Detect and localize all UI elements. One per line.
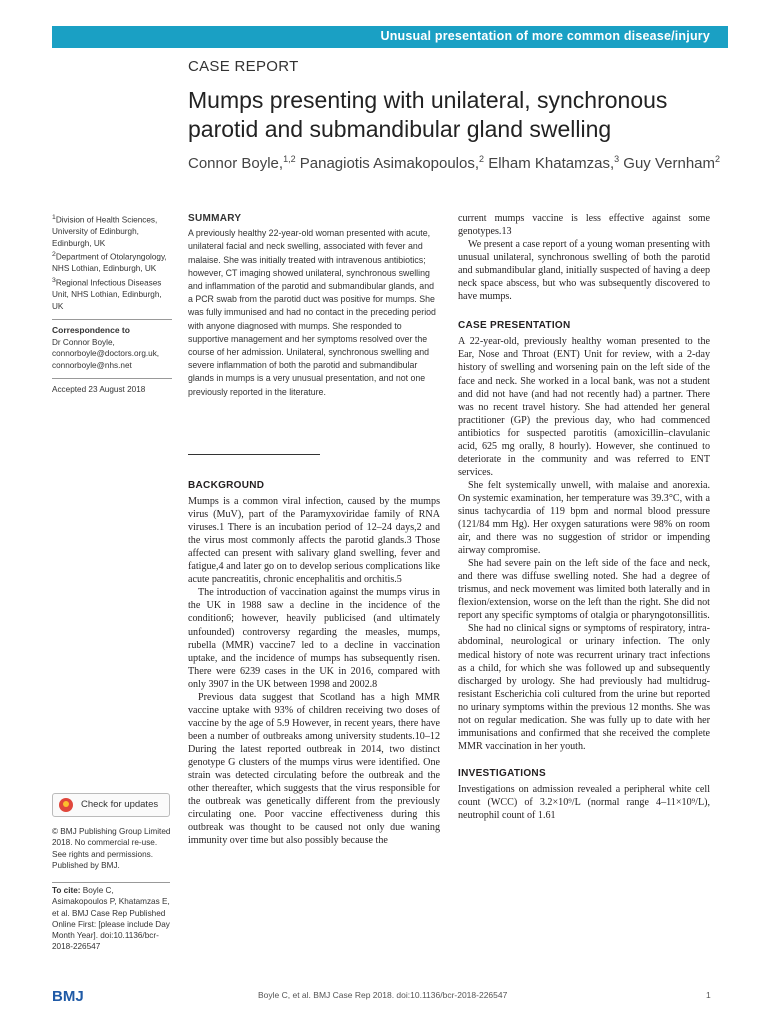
author[interactable]: Connor Boyle,$^{1,2}$: [188, 154, 296, 172]
paragraph: Mumps is a common viral infection, caused by the mumps virus (MuV), part of the Paramyxoviridae family of RNA viruses.1 There is an incubation period of 12–24 days,2 and the virus most commonly affects the parotid glands.3 Those affected can present with salivary gland swelling, fever and fatigue,4 and later go on to develop serious complications like acute pancreatitis, chronic encephalitis and orchitis.5: [188, 496, 440, 586]
author-list: [188, 154, 720, 172]
bmj-logo[interactable]: BMJ: [52, 988, 84, 1005]
article-type: CASE REPORT: [188, 58, 299, 75]
affiliation: $^1$Division of Health Sciences, University of Edinburgh, Edinburgh, UK: [52, 214, 158, 248]
correspondence-heading: Correspondence to: [52, 325, 130, 336]
paragraph: She felt systemically unwell, with malaise and anorexia. On systemic examination, her temperature was 39.3°C, with a sinus tachycardia of 119 bpm and normal blood pressure (121/84 mm Hg). Her oxygen saturations were 98% on room air, and there was no suggestion of stridor or impending airway compromise.: [458, 479, 710, 557]
citation-box: [52, 882, 170, 953]
paragraph: The introduction of vaccination against the mumps virus in the UK in 1988 saw a decline in the incidence of the condition6; however, heavily publicised (and ultimately unfounded) controversy regarding the measles, mumps, rubella (MMR) vaccine7 led to a decline in vaccination uptake, and the incidence of mumps has subsequently risen. There were 6239 cases in the UK in 2016, compared with only 3907 in the UK between 1998 and 2002.8: [188, 587, 440, 690]
affiliation: $^3$Regional Infectious Diseases Unit, NHS Lothian, Edinburgh, UK: [52, 276, 162, 311]
banner-text: Unusual presentation of more common disease/injury: [380, 29, 710, 43]
summary-section: [188, 212, 440, 399]
section-banner: [52, 26, 728, 48]
paragraph: A 22-year-old, previously healthy woman presented to the Ear, Nose and Throat (ENT) Unit for review, with a 2-day history of swelling and worsening pain on the left side of the face and neck. She worked in a local bank, was not a student and did not have (and had not recently had) a partner. There was no recent travel history. She had attended her general practitioner (GP) the previous day, who had commenced antibiotics for suspected parotitis (amoxicillin–clavulanic acid, 625 mg orally, 8 hourly). However, she continued to deteriorate in the community and was referred to ENT services.: [458, 336, 710, 478]
right-column: [458, 212, 710, 822]
accepted-date: Accepted 23 August 2018: [52, 385, 146, 395]
left-column: [188, 479, 440, 847]
copyright-notice: © BMJ Publishing Group Limited 2018. No commercial re-use. See rights and permissions. Published by BMJ.: [52, 827, 171, 870]
summary-heading: SUMMARY: [188, 213, 242, 224]
paragraph: current mumps vaccine is less effective against some genotypes.13: [458, 213, 710, 238]
summary-text: A previously healthy 22-year-old woman presented with acute, unilateral facial and neck swelling, associated with fever and malaise. She was initially treated with intravenous antibiotics; however, CT imaging showed unilateral, synchronous swelling and inflammation of the parotid and submandibular glands, and a PCR swab from the parotid duct was positive for mumps. She was fully immunised and had no contact in the preceding period with anyone diagnosed with mumps. She responded to supportive management and her symptoms resolved over the course of her admission. Unilateral, synchronous swelling and severe inflammation of both the parotid and submandibular glands in mumps is a very unusual presentation, and not one previously reported in the literature.: [188, 228, 436, 397]
cite-text: Boyle C, Asimakopoulos P, Khatamzas E, et al. BMJ Case Rep Published Online First: [please include Day Month Year]. doi:10.1136/bcr-2018-226547: [52, 886, 170, 952]
divider: [52, 378, 172, 379]
author[interactable]: Panagiotis Asimakopoulos,$^2$: [299, 154, 485, 172]
paragraph: We present a case report of a young woman presenting with unusual unilateral, synchronous swelling of both the parotid and submandibular gland, initially suspected of having a deep neck space abscess, but who was subsequently discovered to have mumps.: [458, 239, 710, 303]
footer-citation: Boyle C, et al. BMJ Case Rep 2018. doi:10.1136/bcr-2018-226547: [258, 990, 508, 1000]
paragraph: She had severe pain on the left side of the face and neck, and there was diffuse swelling noted. She had a degree of trismus, and neck movement was limited both laterally and in flexion/extension, worse on the left than the right. She did not report any specific symptoms of otalgia or pharyngotonsillitis.: [458, 558, 710, 622]
check-for-updates-button[interactable]: [52, 793, 170, 817]
case-presentation-heading: CASE PRESENTATION: [458, 320, 571, 332]
crossmark-icon: [59, 798, 73, 812]
paragraph: Investigations on admission revealed a peripheral white cell count (WCC) of 3.2×10⁹/L (normal range 4–11×10⁹/L), neutrophil count of 1.61: [458, 783, 710, 822]
divider: [188, 454, 320, 455]
divider: [52, 319, 172, 320]
affiliation: $^2$Department of Otolaryngology, NHS Lothian, Edinburgh, UK: [52, 251, 167, 274]
affiliations: [52, 212, 172, 396]
article-title: Mumps presenting with unilateral, synchronous parotid and submandibular gland swelling: [188, 87, 668, 142]
investigations-heading: INVESTIGATIONS: [458, 767, 546, 779]
correspondence[interactable]: Dr Connor Boyle, connorboyle@doctors.org.uk, connorboyle@nhs.net: [52, 337, 160, 370]
check-updates-label: Check for updates: [81, 799, 159, 810]
paragraph: She had no clinical signs or symptoms of respiratory, intra-abdominal, neurological or urinary infection. The only medical history of note was recurrent urinary tract infections as a child, for which she was followed up and subsequently discharged by urology. She had previously had multidrug-resistant Escherichia coli cultured from the urine but reported no urinary symptoms within the previous 12 months. She was not on regular medication. She was fully up to date with her immunisations and confirmed that she received the complete MMR vaccination in her youth.: [458, 623, 710, 752]
paragraph: Previous data suggest that Scotland has a high MMR vaccine uptake with 93% of children receiving two doses of vaccine by the age of 5.9 However, in recent years, there have been a number of outbreaks among university students.10–12 During the latest reported outbreak in 2014, two distinct genotype G clusters of the mumps virus were identified. One strain was detected circulating before the outbreak and the other thereafter, which suggests that the virus responsible for the outbreak was genetically different from the previously circulating one. Poor vaccine effectiveness during this outbreak was thought to be caused not only due waning immunity over time but also possibly because the: [188, 691, 440, 847]
author[interactable]: Elham Khatamzas,$^3$: [488, 154, 620, 172]
author[interactable]: Guy Vernham$^2$: [623, 154, 721, 172]
background-heading: BACKGROUND: [188, 480, 265, 491]
cite-label: To cite:: [52, 886, 81, 895]
page-number: 1: [706, 990, 711, 1000]
